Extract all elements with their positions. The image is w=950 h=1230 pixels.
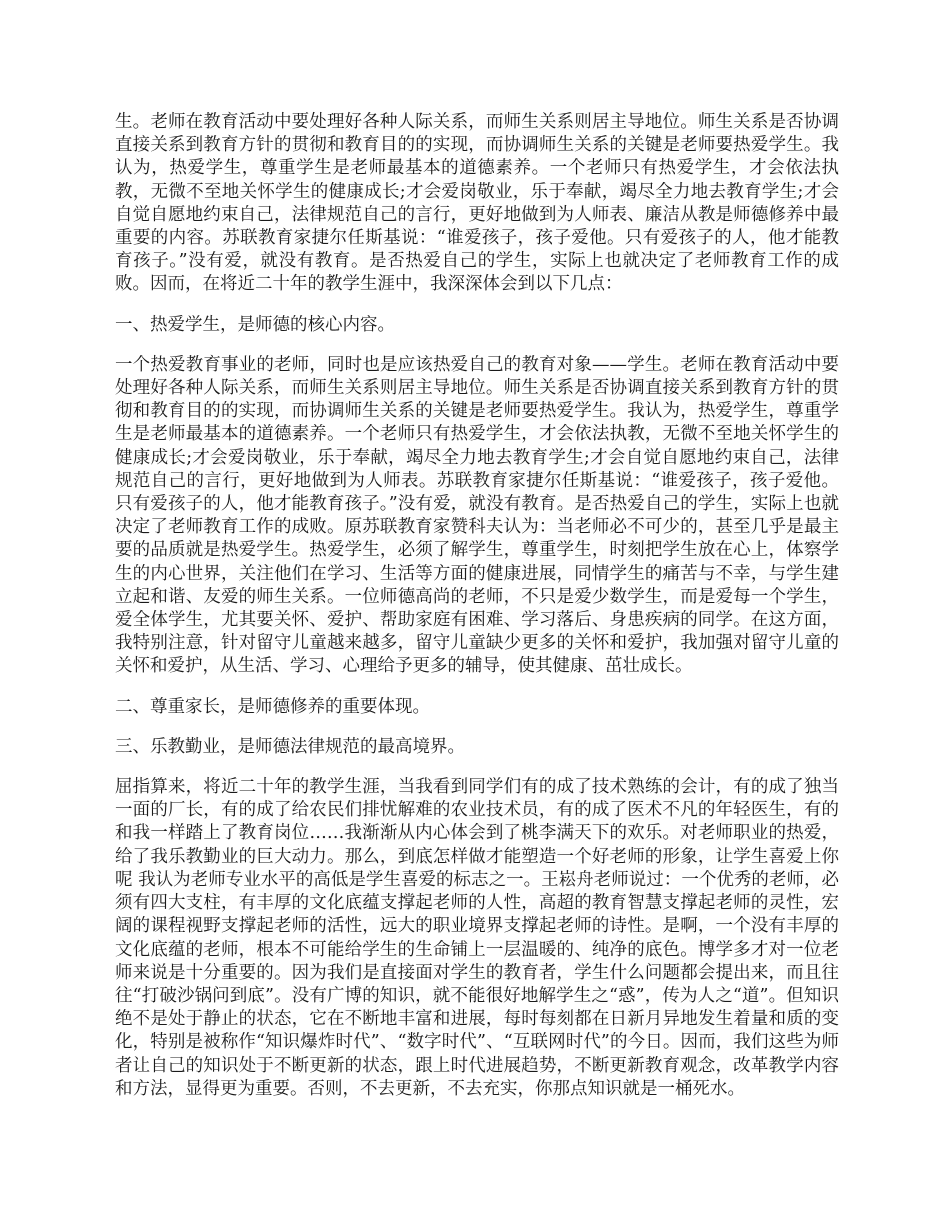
paragraph-intro: 生。老师在教育活动中要处理好各种人际关系，而师生关系则居主导地位。师生关系是否协调直接关系到教育方针的贯彻和教育目的的实现，而协调师生关系的关键是老师要热爱学生。我认为，热爱学生，尊重学生是老师最基本的道德素养。一个老师只有热爱学生，才会依法执教，无微不至地关怀学生的健康成长;才会爱岗敬业，乐于奉献，竭尽全力地去教育学生;才会自觉自愿地约束自己，法律规范自己的言行，更好地做到为人师表、廉洁从教是师德修养中最重要的内容。苏联教育家捷尔任斯基说：“谁爱孩子，孩子爱他。只有爱孩子的人，他才能教育孩子。”没有爱，就没有教育。是否热爱自己的学生，实际上也就决定了老师教育工作的成败。因而，在将近二十年的教学生涯中，我深深体会到以下几点： xyxy=(115,112,839,295)
paragraph-section-1: 一个热爱教育事业的老师，同时也是应该热爱自己的教育对象——学生。老师在教育活动中要处理好各种人际关系，而师生关系则居主导地位。师生关系是否协调直接关系到教育方针的贯彻和教育目的的实现，而协调师生关系的关键是老师要热爱学生。我认为，热爱学生，尊重学生是老师最基本的道德素养。一个老师只有热爱学生，才会依法执教，无微不至地关怀学生的健康成长;才会爱岗敬业，乐于奉献，竭尽全力地去教育学生;才会自觉自愿地约束自己，法律规范自己的言行，更好地做到为人师表。苏联教育家捷尔任斯基说：“谁爱孩子，孩子爱他。只有爱孩子的人，他才能教育孩子。”没有爱，就没有教育。是否热爱自己的学生，实际上也就决定了老师教育工作的成败。原苏联教育家赞科夫认为：当老师必不可少的，甚至几乎是最主要的品质就是热爱学生。热爱学生，必须了解学生，尊重学生，时刻把学生放在心上，体察学生的内心世界，关注他们在学习、生活等方面的健康进展，同情学生的痛苦与不幸，与学生建立起和谐、友爱的师生关系。一位师德高尚的老师，不只是爱少数学生，而是爱每一个学生，爱全体学生，尤其要关怀、爱护、帮助家庭有困难、学习落后、身患疾病的同学。在这方面，我特别注意，针对留守儿童越来越多，留守儿童缺少更多的关怀和爱护，我加强对留守儿童的关怀和爱护，从生活、学习、心理给予更多的辅导，使其健康、茁壮成长。 xyxy=(115,354,839,677)
section-heading-3: 三、乐教勤业，是师德法律规范的最高境界。 xyxy=(115,736,465,757)
section-heading-2: 二、尊重家长，是师德修养的重要体现。 xyxy=(115,696,430,717)
document-page xyxy=(115,111,839,1118)
section-heading-1: 一、热爱学生，是师德的核心内容。 xyxy=(115,314,395,335)
paragraph-section-3: 屈指算来，将近二十年的教学生涯，当我看到同学们有的成了技术熟练的会计，有的成了独当一面的厂长，有的成了给农民们排忧解难的农业技术员，有的成了医术不凡的年轻医生，有的和我一样踏上了教育岗位……我渐渐从内心体会到了桃李满天下的欢乐。对老师职业的热爱，给了我乐教勤业的巨大动力。那么，到底怎样做才能塑造一个好老师的形象，让学生喜爱上你呢 我认为老师专业水平的高低是学生喜爱的标志之一。王崧舟老师说过：一个优秀的老师，必须有四大支柱，有丰厚的文化底蕴支撑起老师的人性，高超的教育智慧支撑起老师的灵性，宏阔的课程视野支撑起老师的活性，远大的职业境界支撑起老师的诗性。是啊，一个没有丰厚的文化底蕴的老师，根本不可能给学生的生命铺上一层温暖的、纯净的底色。博学多才对一位老师来说是十分重要的。因为我们是直接面对学生的教育者，学生什么问题都会提出来，而且往往“打破沙锅问到底”。没有广博的知识，就不能很好地解学生之“惑”，传为人之“道”。但知识绝不是处于静止的状态，它在不断地丰富和进展，每时每刻都在日新月异地发生着量和质的变化，特别是被称作“知识爆炸时代”、“数字时代”、“互联网时代”的今日。因而，我们这些为师者让自己的知识处于不断更新的状态，跟上时代进展趋势，不断更新教育观念，改革教学内容和方法，显得更为重要。否则，不去更新，不去充实，你那点知识就是一桶死水。 xyxy=(115,777,839,1099)
